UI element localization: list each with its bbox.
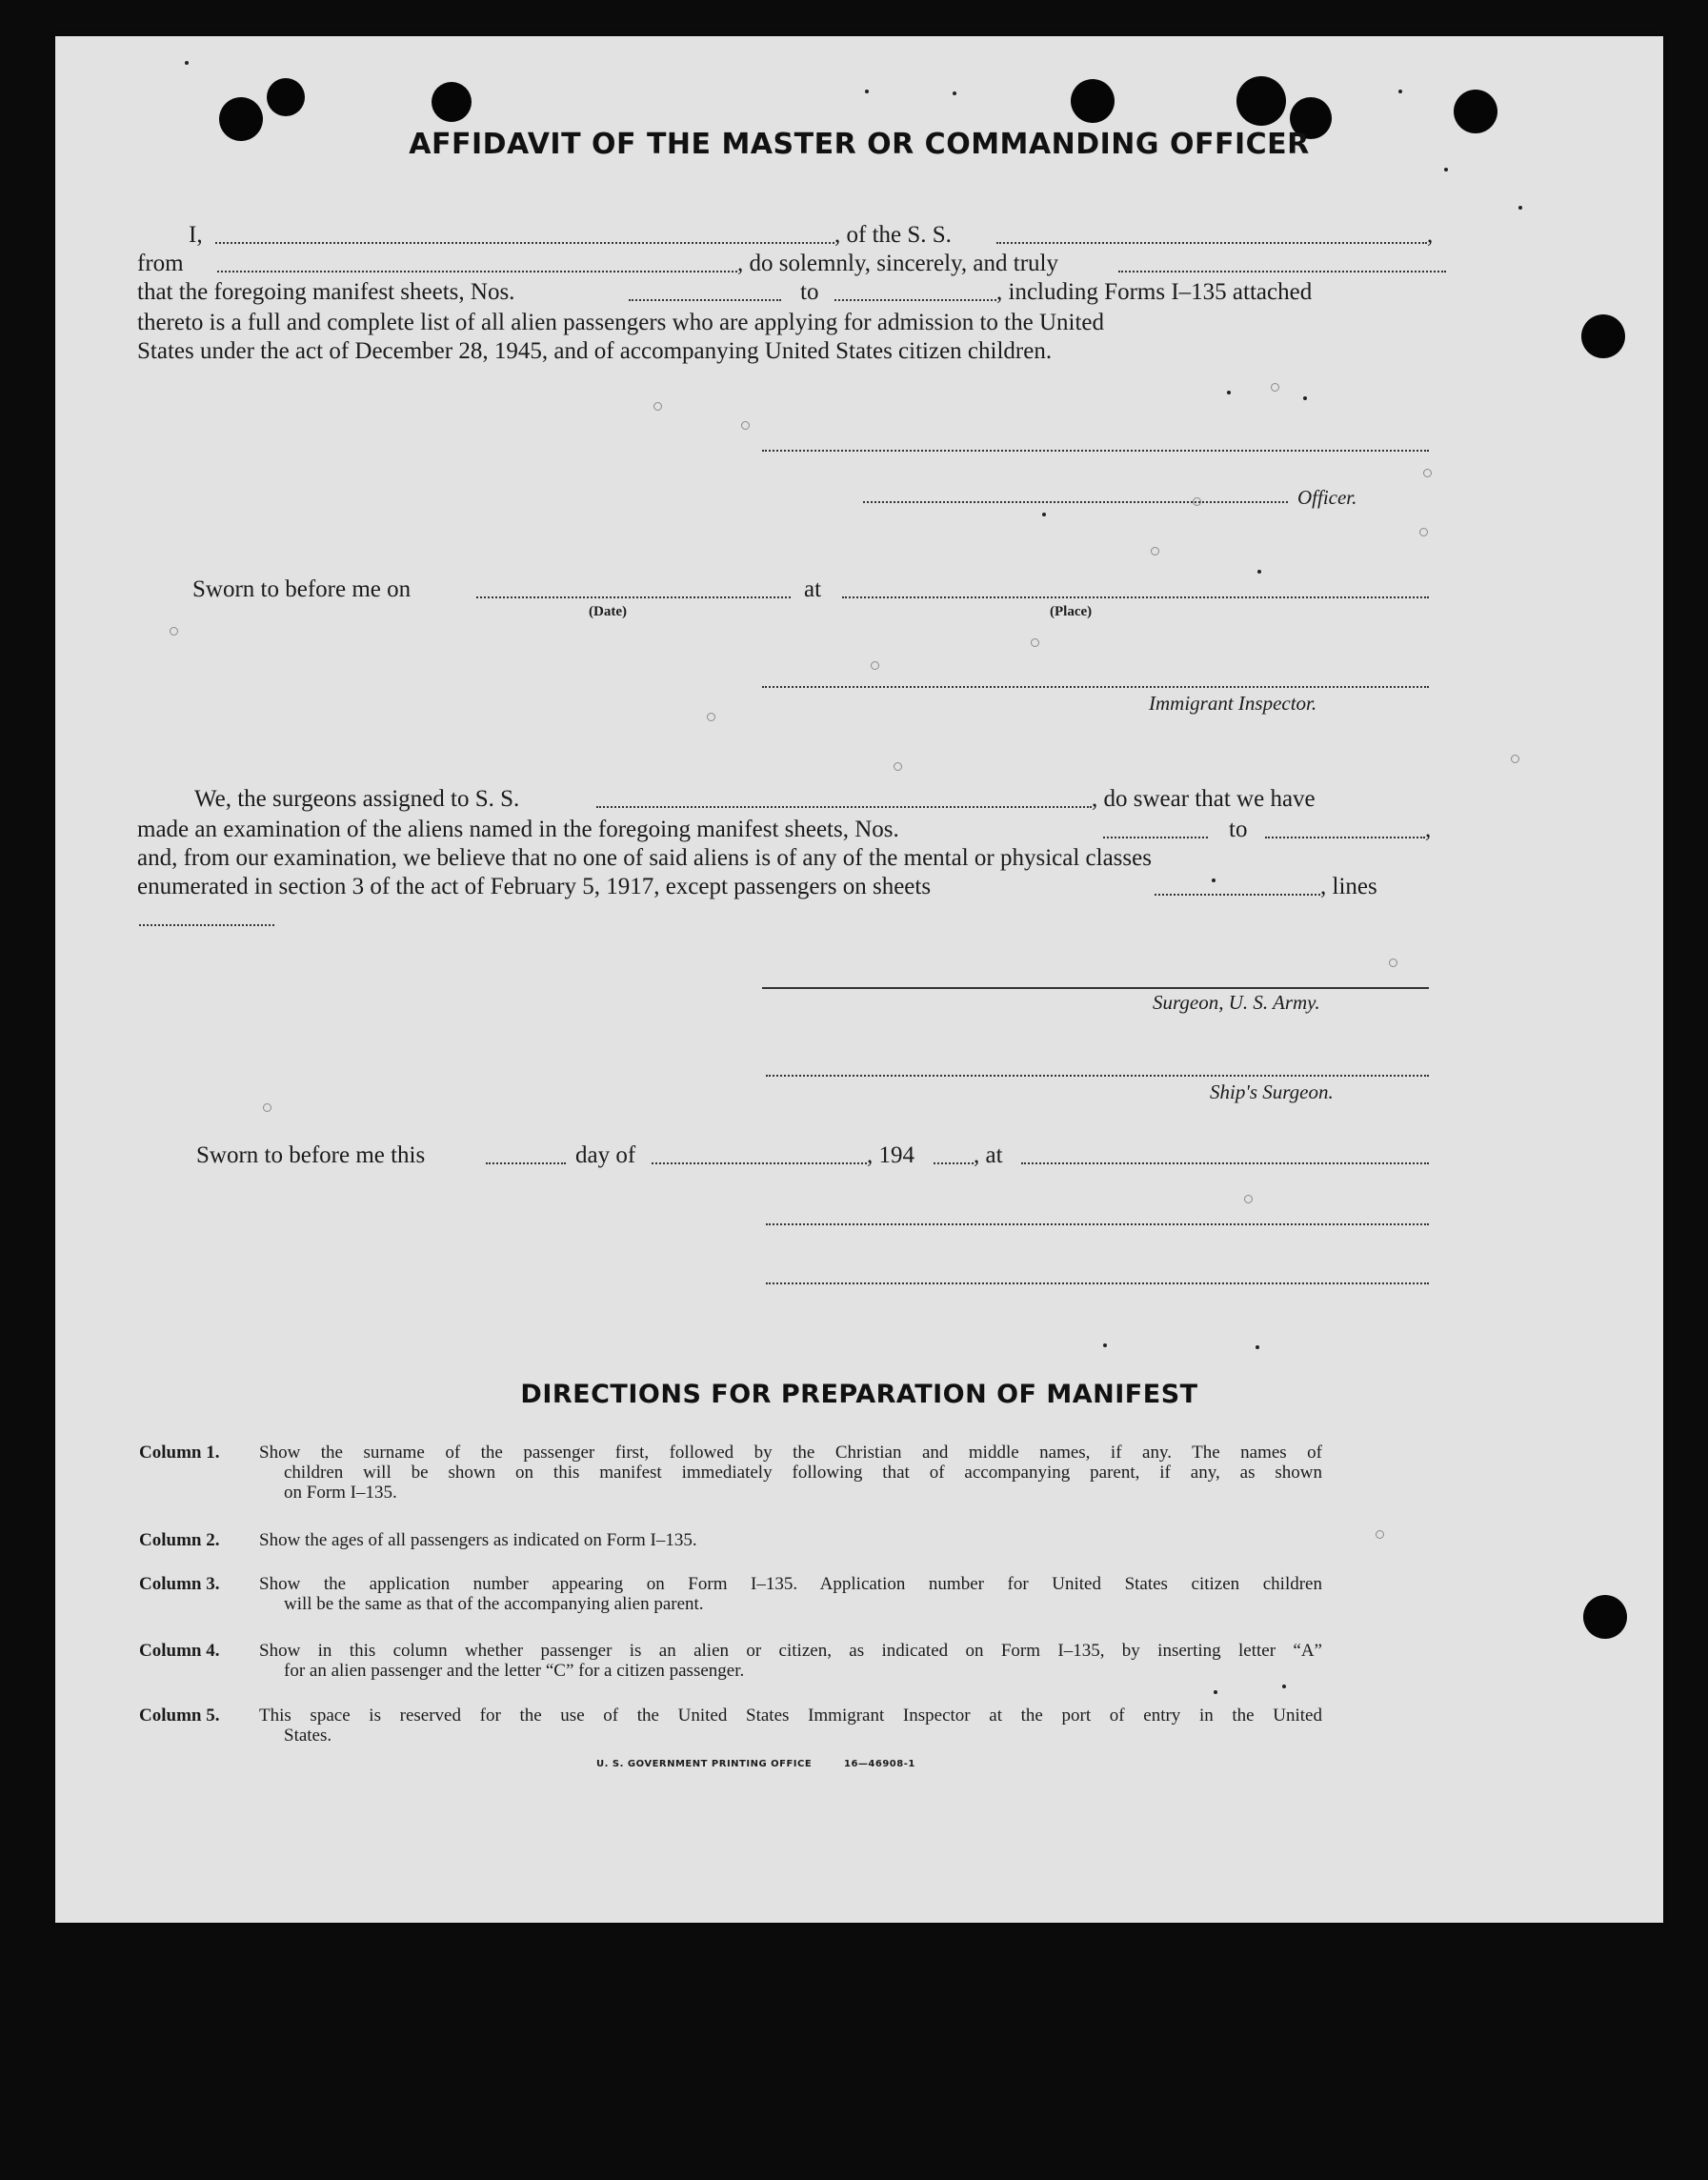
direction-line: Show the surname of the passenger first, followed by the Christian and middle names, if any. The names of <box>259 1443 1322 1463</box>
sheets-to-field[interactable] <box>834 299 996 301</box>
ink-dot <box>1398 90 1402 93</box>
from-port-field[interactable] <box>217 271 737 272</box>
signature-line-a[interactable] <box>766 1223 1429 1225</box>
affidavit-solemnly: , do solemnly, sincerely, and truly <box>737 251 1058 276</box>
affidavit-to: to <box>800 279 819 305</box>
affidavit-i: I, <box>189 222 203 248</box>
affidavit-line-4: thereto is a full and complete list of all alien passengers who are applying for admission to the United <box>137 310 1105 335</box>
sworn-day-field[interactable] <box>486 1162 566 1164</box>
affidavit-comma: , <box>1427 222 1434 248</box>
sworn-before-on: Sworn to before me on <box>192 576 412 602</box>
directions-title: DIRECTIONS FOR PREPARATION OF MANIFEST <box>520 1380 1198 1409</box>
surgeons-line-1a: We, the surgeons assigned to S. S. <box>194 786 520 812</box>
ink-dot <box>1227 391 1231 394</box>
ink-dot <box>1042 513 1046 516</box>
form-page <box>55 36 1663 1923</box>
affidavit-sheets-text: that the foregoing manifest sheets, Nos. <box>137 279 515 305</box>
paper-speck <box>871 661 879 670</box>
place-caption: (Place) <box>1050 604 1093 619</box>
surgeon-ship-field[interactable] <box>596 806 1092 808</box>
direction-label: Column 1. <box>139 1443 220 1463</box>
form-code: 16—46908-1 <box>844 1759 915 1769</box>
affidavit-from: from <box>137 251 184 276</box>
direction-label: Column 2. <box>139 1530 220 1550</box>
direction-line: children will be shown on this manifest immediately following that of accompanying parent, if any, as shown <box>284 1463 1322 1483</box>
ink-dot <box>1303 396 1307 400</box>
sworn-place-field-2[interactable] <box>1021 1162 1429 1164</box>
affidavit-forms-text: , including Forms I–135 attached <box>996 279 1313 305</box>
surgeons-line-1b: , do swear that we have <box>1092 786 1316 812</box>
surgeons-line-4: enumerated in section 3 of the act of February 5, 1917, except passengers on sheets <box>137 874 932 899</box>
affidavit-of-ss: , of the S. S. <box>834 222 952 248</box>
immigrant-inspector-label: Immigrant Inspector. <box>1149 692 1317 715</box>
direction-line: Show the application number appearing on Form I–135. Application number for United States citizen children <box>259 1574 1322 1594</box>
direction-label: Column 4. <box>139 1641 220 1661</box>
paper-speck <box>1031 638 1039 647</box>
punch-hole <box>1236 76 1286 126</box>
surgeon-sheets-to-field[interactable] <box>1265 837 1425 838</box>
paper-speck <box>1511 755 1519 763</box>
ink-dot <box>1212 878 1216 882</box>
direction-label: Column 5. <box>139 1706 220 1726</box>
surgeons-lines: , lines <box>1320 874 1377 899</box>
direction-line: Show the ages of all passengers as indicated on Form I–135. <box>259 1530 697 1550</box>
ship-surgeon-signature-line[interactable] <box>766 1075 1429 1077</box>
sheets-from-field[interactable] <box>629 299 781 301</box>
paper-speck <box>1271 383 1279 392</box>
affidavit-line-5: States under the act of December 28, 1945, and of accompanying United States citizen children. <box>137 338 1053 364</box>
punch-hole <box>1071 79 1115 123</box>
ink-dot <box>1518 206 1522 210</box>
ink-dot <box>1256 1345 1259 1349</box>
punch-hole <box>432 82 472 122</box>
ink-dot <box>1282 1685 1286 1688</box>
ink-dot <box>1257 570 1261 574</box>
direction-label: Column 3. <box>139 1574 220 1594</box>
direction-column-1 <box>139 1443 1435 1509</box>
direction-column-4 <box>139 1641 1435 1685</box>
paper-speck <box>707 713 715 721</box>
paper-speck <box>1423 469 1432 477</box>
paper-speck <box>263 1103 271 1112</box>
sworn-year: , 194 <box>867 1142 914 1168</box>
officer-signature-line[interactable] <box>863 501 1288 503</box>
master-name-field[interactable] <box>215 242 834 244</box>
master-signature-line[interactable] <box>762 450 1429 452</box>
paper-speck <box>1151 547 1159 555</box>
surgeon-sheets-from-field[interactable] <box>1103 837 1208 838</box>
sworn-day-of: day of <box>575 1142 636 1168</box>
sworn-month-field[interactable] <box>652 1162 867 1164</box>
ship-surgeon-label: Ship's Surgeon. <box>1210 1080 1334 1103</box>
paper-speck <box>894 762 902 771</box>
except-lines-field[interactable] <box>139 924 274 926</box>
direction-line: for an alien passenger and the letter “C” for a citizen passenger. <box>284 1661 745 1681</box>
punch-hole <box>1581 314 1625 358</box>
ink-dot <box>1214 1690 1217 1694</box>
paper-speck <box>170 627 178 636</box>
surgeons-comma: , <box>1425 817 1432 842</box>
paper-speck <box>1244 1195 1253 1203</box>
direction-column-2 <box>139 1530 1435 1553</box>
direction-column-5 <box>139 1706 1435 1749</box>
swear-field[interactable] <box>1118 271 1446 272</box>
ink-dot <box>1444 168 1448 172</box>
surgeons-line-3: and, from our examination, we believe that no one of said aliens is of any of the mental or physical classes <box>137 845 1152 871</box>
ship-name-field[interactable] <box>996 242 1427 244</box>
affidavit-title: AFFIDAVIT OF THE MASTER OR COMMANDING OFFICER <box>409 128 1310 161</box>
signature-line-b[interactable] <box>766 1282 1429 1284</box>
ink-dot <box>1103 1343 1107 1347</box>
surgeons-to: to <box>1229 817 1248 842</box>
ink-dot <box>865 90 869 93</box>
ink-dot <box>953 91 956 95</box>
army-surgeon-signature-line[interactable] <box>762 987 1429 989</box>
surgeons-line-2: made an examination of the aliens named in the foregoing manifest sheets, Nos. <box>137 817 899 842</box>
sworn-year-field[interactable] <box>934 1162 974 1164</box>
direction-line: will be the same as that of the accompanying alien parent. <box>284 1594 704 1614</box>
paper-speck <box>1419 528 1428 536</box>
date-caption: (Date) <box>589 604 627 619</box>
inspector-signature-line[interactable] <box>762 686 1429 688</box>
punch-hole <box>1583 1595 1627 1639</box>
sworn-at: at <box>804 576 822 602</box>
paper-speck <box>653 402 662 411</box>
direction-line: Show in this column whether passenger is an alien or citizen, as indicated on Form I–135, by inserting letter “A” <box>259 1641 1322 1661</box>
direction-line: on Form I–135. <box>284 1483 397 1503</box>
officer-label: Officer. <box>1297 486 1357 509</box>
ink-dot <box>185 61 189 65</box>
paper-speck <box>1389 959 1397 967</box>
sworn-at-2: , at <box>974 1142 1003 1168</box>
except-sheets-field[interactable] <box>1155 894 1320 896</box>
sworn-date-field[interactable] <box>476 596 791 598</box>
paper-speck <box>741 421 750 430</box>
army-surgeon-label: Surgeon, U. S. Army. <box>1153 991 1320 1014</box>
sworn-this: Sworn to before me this <box>196 1142 426 1168</box>
direction-line: States. <box>284 1726 332 1746</box>
printing-office-imprint: U. S. GOVERNMENT PRINTING OFFICE <box>596 1759 813 1769</box>
sworn-place-field[interactable] <box>842 596 1429 598</box>
punch-hole <box>267 78 305 116</box>
direction-column-3 <box>139 1574 1435 1618</box>
direction-line: This space is reserved for the use of the United States Immigrant Inspector at the port of entry in the United <box>259 1706 1322 1726</box>
